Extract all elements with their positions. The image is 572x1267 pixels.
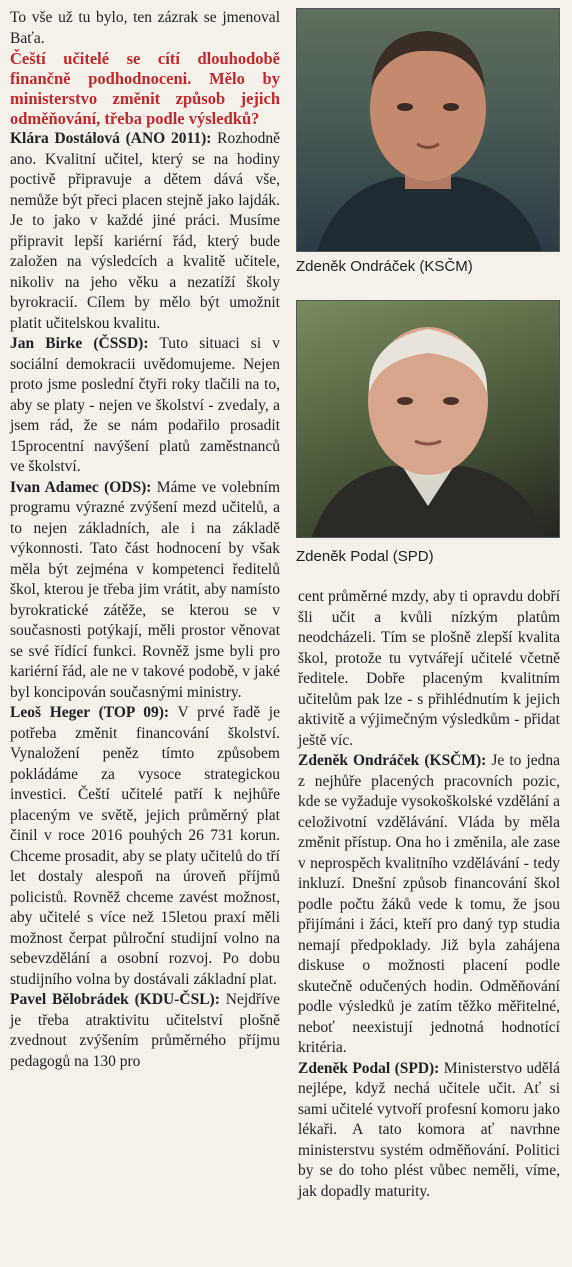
left-column xyxy=(10,8,280,1072)
speaker-name: Zdeněk Podal (SPD): xyxy=(298,1059,440,1077)
portrait-podal-illustration xyxy=(297,301,559,537)
speaker-name: Ivan Adamec (ODS): xyxy=(10,478,152,496)
answer-podal xyxy=(298,1059,560,1203)
answer-ondracek xyxy=(298,751,560,1059)
answer-heger xyxy=(10,703,280,990)
answer-belobradek xyxy=(10,990,280,1072)
speaker-name: Leoš Heger (TOP 09): xyxy=(10,704,170,721)
photo-caption: Zdeněk Podal (SPD) xyxy=(296,548,434,565)
speaker-name: Jan Birke (ČSSD): xyxy=(10,335,149,352)
photo-caption: Zdeněk Ondráček (KSČM) xyxy=(296,258,473,275)
speaker-name: Pavel Bělobrádek (KDU-ČSL): xyxy=(10,991,220,1008)
answer-text: Rozhodně ano. Kvalitní učitel, který se na hodiny poctivě připravuje a dětem dává vše, nemůže být přeci placen stejně jako lajdák. Je to jako v každé jiné práci. Musíme připravit lepší kariérní řád, který bude založen na výsledcích a kvalitě učitele, nikoliv na jeho věku a nezatíží školy byrokracií. Cílem by mělo být umožnit platit učitelskou kvalitu. xyxy=(10,130,280,332)
answer-text: Máme ve volebním programu výrazné zvýšení mezd učitelů, a to nejen základních, ale i na základě výkonnosti. Tato část hodnocení by však měla být zejména v kompetenci ředitelů škol, kterou je třeba jim vrátit, aby namísto byrokratické zátěže, se kterou se v současnosti potýkají, měli prostor věnovat se své řídící funkci. Rovněž jsme byli pro kariérní řád, ale ne v takové podobě, v jaké byl koncipován současnými ministry. xyxy=(10,478,280,701)
portrait-ondracek-illustration xyxy=(297,9,559,251)
speaker-name: Klára Dostálová (ANO 2011): xyxy=(10,130,212,147)
answer-text: V prvé řadě je potřeba změnit financování školství. Vynaložení peněz tímto způsobem pokládáme za vysoce strategickou investici. Čeští učitelé patří k nejhůře placeným ve světě, jejich průměrný plat činil v roce 2016 pouhých 26 731 korun. Chceme prosadit, aby se platy učitelů do tří let dostaly alespoň na úroveň příjmů policistů. Rovněž chceme zavést možnost, aby učitelé s více než 15letou praxí měli možnost čerpat půlroční studijní volno na sebevzdělání a osobní rozvoj. Po dobu studijního volna by dostávali základní plat. xyxy=(10,704,280,988)
answer-text: Tuto situaci si v sociální demokracii uvědomujeme. Nejen proto jsme poslední čtyři roky tlačili na to, aby se platy - nejen ve školství - zvedaly, a jsem rád, že se nám podařilo prosadit 15procentní navýšení platů zaměstnanců ve školství. xyxy=(10,335,281,475)
answer-text: Ministerstvo udělá nejlépe, když nechá učitele učit. Ať si sami učitelé vytvoří profesní komoru jako lékaři. A tato komora ať navrhne ministerstvu systém odměňování. Politici by se do toho plést vůbec neměli, víme, jak dopadly maturity. xyxy=(298,1059,560,1200)
answer-adamec xyxy=(10,478,280,704)
portrait-photo-ondracek xyxy=(296,8,560,252)
answer-text: Je to jedna z nejhůře placených pracovních pozic, kde se vyžaduje vysokoškolské vzdělání a celoživotní vzdělávání. Vláda by měla změnit přístup. Ona ho i změnila, ale zase v neprospěch kvalitního vzdělávání - tedy inkluzí. Dnešní způsob financování škol podle počtu žáků vede k tomu, že jsou přijímáni i žáci, kteří pro daný typ studia nemají předpoklady. Již byla zahájena diskuse o možnosti placení podle skutečně odučených hodin. Odměňování podle výsledků je zatím těžko měřitelné, neboť neexistují jednotná hodnotící kritéria. xyxy=(298,752,560,1056)
intro-text: To vše už tu bylo, ten zázrak se jmenoval Baťa. xyxy=(10,9,280,47)
answer-birke xyxy=(10,334,280,478)
answer-text: Nejdříve je třeba atraktivitu učitelství plošně zvednout zvýšením průměrného příjmu pedagogů na 130 pro xyxy=(10,991,280,1070)
answer-belobradek-continued: cent průměrné mzdy, aby ti opravdu dobří šli učit a kvůli nízkým platům neodcházeli. Tím se plošně zlepší kvalita škol, protože tu vytvářejí učitelé včetně ředitele. Dobře placeným kvalitním učitelům pak lze - s přihlédnutím k jejich aktivitě a výjimečným výsledkům - přidat ještě víc. xyxy=(298,588,560,749)
answer-dostalova xyxy=(10,129,280,334)
question-heading: Čeští učitelé se cítí dlouhodobě finančně podhodnoceni. Mělo by ministerstvo změnit způsob jejich odměňování, třeba podle výsledků? xyxy=(10,49,280,128)
right-column xyxy=(298,587,560,1202)
speaker-name: Zdeněk Ondráček (KSČM): xyxy=(298,752,487,769)
portrait-photo-podal xyxy=(296,300,560,538)
